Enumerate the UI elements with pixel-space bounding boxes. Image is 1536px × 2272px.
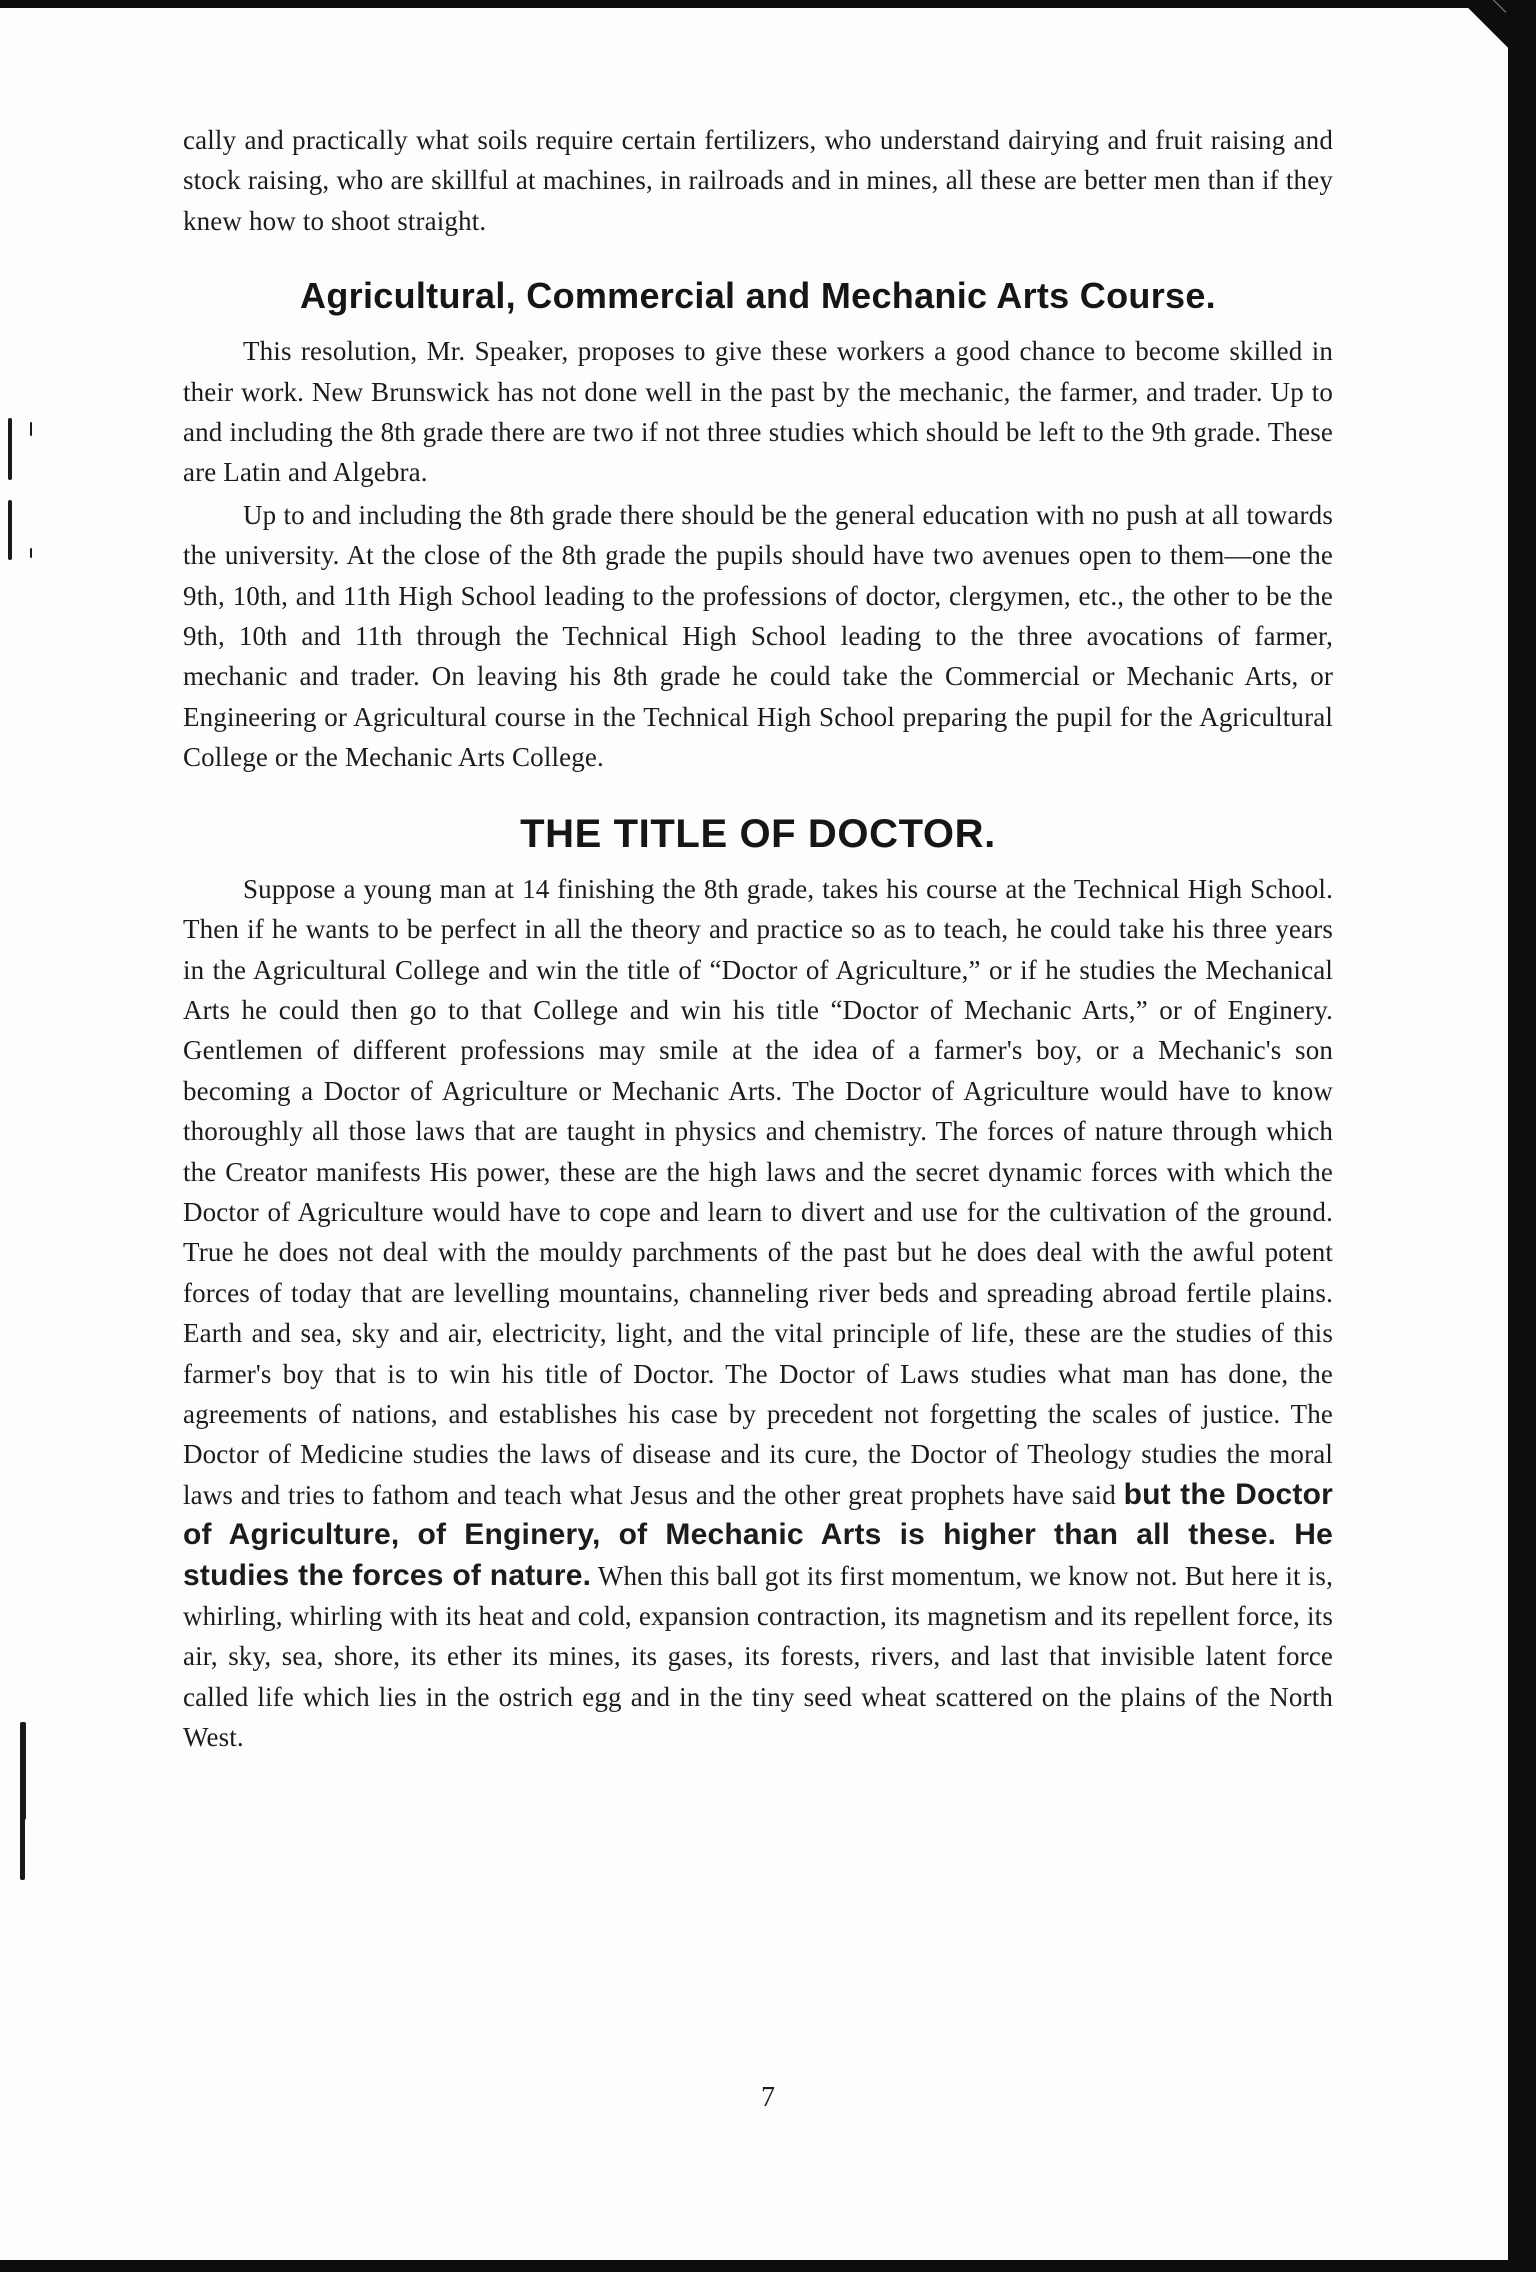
paragraph: This resolution, Mr. Speaker, proposes to give these workers a good chance to become skilled in their work. New Brunswick has not done well in the past by the mechanic, the farmer, and trader. Up to and including the 8th grade there are two if not three studies which should be left to the 9th grade. These are Latin and Algebra.	[183, 336, 1333, 488]
paragraph-text: When this ball got its first momentum, we know not. But here it is, whirling, whirling with its heat and cold, expansion contraction, its magnetism and its repellent force, its air, sky, sea, shore, its ether its mines, its gases, its forests, rivers, and last that invisible latent force called life which lies in the ostrich egg and in the tiny seed wheat scattered on the plains of the North West.	[183, 1560, 1333, 1753]
bold-emphasis: but the Doctor of Agriculture, of Enginery, of Mechanic Arts is higher than all these. He studies the forces of nature.	[183, 1477, 1333, 1592]
paragraph-continuation: cally and practically what soils require certain fertilizers, who understand dairying and fruit raising and stock raising, who are skillful at machines, in railroads and in mines, all these are better men than if they knew how to shoot straight.	[183, 125, 1333, 236]
paragraph	[183, 869, 1333, 1758]
section-heading: THE TITLE OF DOCTOR.	[520, 811, 996, 856]
page-number: 7	[761, 2082, 775, 2113]
folded-corner	[1468, 8, 1508, 48]
paragraph-text: Suppose a young man at 14 finishing the 8th grade, takes his course at the Technical High School. Then if he wants to be perfect in all the theory and practice so as to teach, he could take his three years in the Agricultural College and win the title of “Doctor of Agriculture,” or if he studies the Mechanical Arts he could then go to that College and win his title “Doctor of Mechanic Arts,” or of Enginery. Gentlemen of different professions may smile at the idea of a farmer's boy, or a Mechanic's son becoming a Doctor of Agriculture or Mechanic Arts. The Doctor of Agriculture would have to know thoroughly all those laws that are taught in physics and chemistry. The forces of nature through which the Creator manifests His power, these are the high laws and the secret dynamic forces with which the Doctor of Agriculture would have to cope and learn to divert and use for the cultivation of the ground. True he does not deal with the mouldy parchments of the past but he does deal with the awful potent forces of today that are levelling mountains, channeling river beds and spreading abroad fertile plains. Earth and sea, sky and air, electricity, light, and the vital principle of life, these are the studies of this farmer's boy that is to win his title of Doctor. The Doctor of Laws studies what man has done, the agreements of nations, and establishes his case by precedent not forgetting the scales of justice. The Doctor of Medicine studies the laws of disease and its cure, the Doctor of Theology studies the moral laws and tries to fathom and teach what Jesus and the other great prophets have said	[183, 873, 1333, 1510]
margin-mark	[20, 1808, 25, 1880]
section-heading: Agricultural, Commercial and Mechanic Arts Course.	[300, 275, 1216, 317]
margin-mark	[30, 548, 32, 558]
margin-mark	[20, 1722, 26, 1820]
margin-mark	[8, 500, 12, 560]
margin-mark	[8, 418, 12, 480]
text-column	[183, 120, 1333, 1758]
margin-mark	[30, 422, 32, 436]
paragraph: Up to and including the 8th grade there should be the general education with no push at all towards the university. At the close of the 8th grade the pupils should have two avenues open to them—one the 9th, 10th, and 11th High School leading to the professions of doctor, clergymen, etc., the other to be the 9th, 10th and 11th through the Technical High School leading to the three avocations of farmer, mechanic and trader. On leaving his 8th grade he could take the Commercial or Mechanic Arts, or Engineering or Agricultural course in the Technical High School preparing the pupil for the Agricultural College or the Mechanic Arts College.	[183, 499, 1333, 773]
